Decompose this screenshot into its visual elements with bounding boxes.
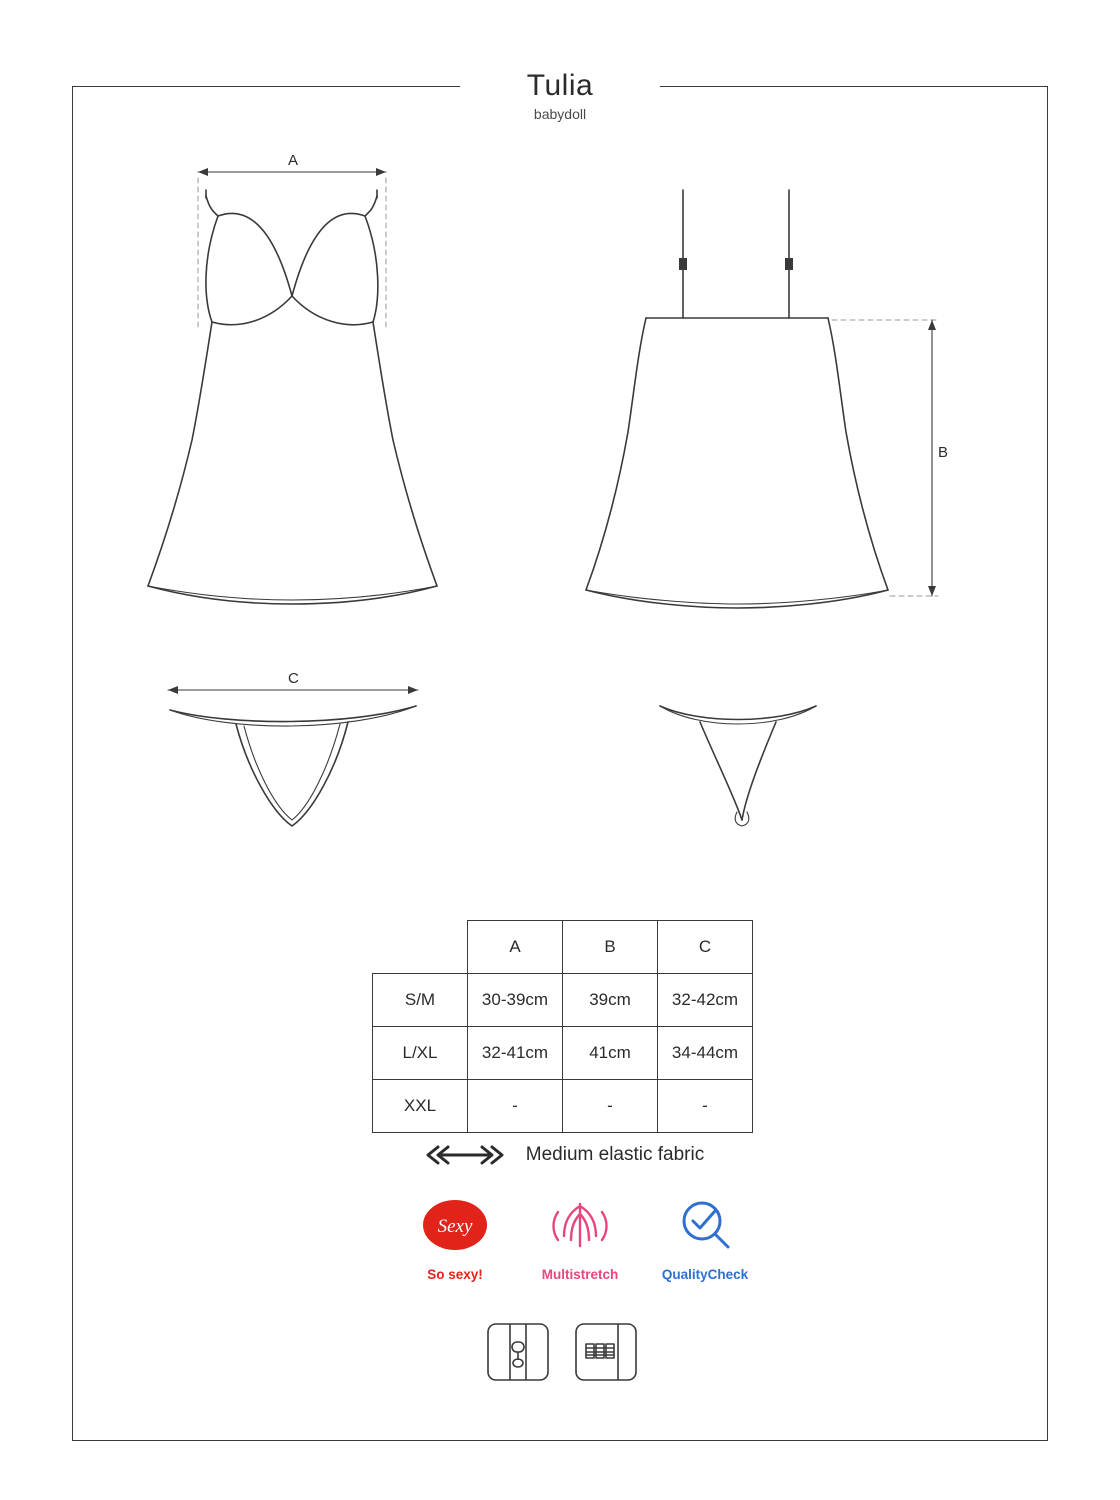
title-block: [460, 56, 660, 140]
size-table: [372, 920, 753, 1133]
cell-a: 30-39cm: [468, 974, 563, 1027]
table-header-row: [373, 921, 753, 974]
table-row: [373, 1080, 753, 1133]
hanger-care-icon: [482, 1318, 554, 1386]
badge-label: QualityCheck: [661, 1267, 749, 1282]
cell-b: 39cm: [563, 974, 658, 1027]
cell-c: 32-42cm: [658, 974, 753, 1027]
badge-label: So sexy!: [427, 1267, 483, 1282]
fabric-care-icon: [570, 1318, 642, 1386]
cell-a: 32-41cm: [468, 1027, 563, 1080]
cell-b: 41cm: [563, 1027, 658, 1080]
elastic-fabric-label: Medium elastic fabric: [525, 1144, 705, 1165]
page-title: Tulia: [526, 69, 594, 102]
quality-check-icon: [671, 1196, 739, 1254]
table-corner-cell: [373, 921, 468, 974]
column-header-a: A: [468, 921, 563, 974]
svg-text:Sexy: Sexy: [437, 1216, 473, 1237]
badge-row: [400, 1196, 760, 1282]
dimension-label-c: C: [288, 670, 299, 687]
badge-so-sexy: [400, 1196, 510, 1282]
table-row: [373, 974, 753, 1027]
column-header-c: C: [658, 921, 753, 974]
badge-multistretch: [525, 1196, 635, 1282]
care-icon-row: [482, 1318, 642, 1388]
double-arrow-icon: [420, 1143, 512, 1167]
badge-label: Multistretch: [541, 1267, 619, 1282]
dimension-label-b: B: [938, 444, 949, 461]
elastic-fabric-row: [372, 1138, 752, 1172]
row-size-label: S/M: [373, 974, 468, 1027]
badge-quality-check: [650, 1196, 760, 1282]
row-size-label: XXL: [373, 1080, 468, 1133]
sexy-badge-icon: [421, 1196, 489, 1254]
row-size-label: L/XL: [373, 1027, 468, 1080]
multistretch-icon: [546, 1196, 614, 1254]
table-row: [373, 1027, 753, 1080]
cell-c: -: [658, 1080, 753, 1133]
page-subtitle: babydoll: [533, 105, 587, 122]
cell-a: -: [468, 1080, 563, 1133]
cell-c: 34-44cm: [658, 1027, 753, 1080]
cell-b: -: [563, 1080, 658, 1133]
column-header-b: B: [563, 921, 658, 974]
dimension-label-a: A: [288, 152, 299, 169]
